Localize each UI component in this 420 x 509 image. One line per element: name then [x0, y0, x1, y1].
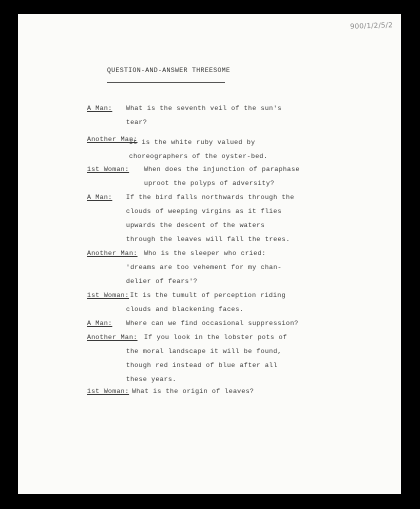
dialogue-line: What is the origin of leaves?	[132, 388, 254, 395]
dialogue-line: When does the injunction of paraphase	[144, 166, 300, 173]
dialogue-line: the moral landscape it will be found,	[126, 348, 282, 355]
dialogue-line: clouds of weeping virgins as it flies	[126, 208, 282, 215]
dialogue-line: clouds and blackening faces.	[126, 306, 244, 313]
dialogue-line: 'dreams are too vehement for my chan-	[126, 264, 282, 271]
archive-reference: 900/1/2/5/2	[350, 21, 394, 31]
speaker-label: A Man:	[87, 194, 113, 201]
speaker-label: 1st Woman:	[87, 388, 130, 395]
speaker-label: A Man:	[87, 105, 113, 112]
dialogue-line: Who is the sleeper who cried:	[144, 250, 266, 257]
speaker-label: Another Man:	[87, 334, 138, 341]
dialogue-line: If you look in the lobster pots of	[144, 334, 288, 341]
dialogue-line: tear?	[126, 119, 148, 126]
speaker-label: 1st Woman:	[87, 292, 130, 299]
dialogue-line: through the leaves will fall the trees.	[126, 236, 291, 243]
dialogue-line: choreographers of the oyster-bed.	[129, 153, 268, 160]
speaker-label: A Man:	[87, 320, 113, 327]
document-title: QUESTION-AND-ANSWER THREESOME	[107, 67, 231, 74]
dialogue-line: though red instead of blue after all	[126, 362, 278, 369]
dialogue-line: uproot the polyps of adversity?	[144, 180, 275, 187]
title-underline	[107, 82, 225, 83]
speaker-label: Another Man:	[87, 250, 138, 257]
dialogue-line: these years.	[126, 376, 177, 383]
speaker-label: 1st Woman:	[87, 166, 130, 173]
dialogue-line: What is the seventh veil of the sun's	[126, 105, 282, 112]
dialogue-line: It is the tumult of perception riding	[130, 292, 286, 299]
dialogue-line: upwards the descent of the waters	[126, 222, 265, 229]
document-page	[18, 14, 401, 494]
dialogue-line: Where can we find occasional suppression?	[126, 320, 299, 327]
dialogue-line: delier of fears'?	[126, 278, 198, 285]
speaker-label: Another Man:	[87, 136, 138, 143]
dialogue-line: It is the white ruby valued by	[129, 139, 256, 146]
dialogue-line: If the bird falls northwards through the	[126, 194, 295, 201]
